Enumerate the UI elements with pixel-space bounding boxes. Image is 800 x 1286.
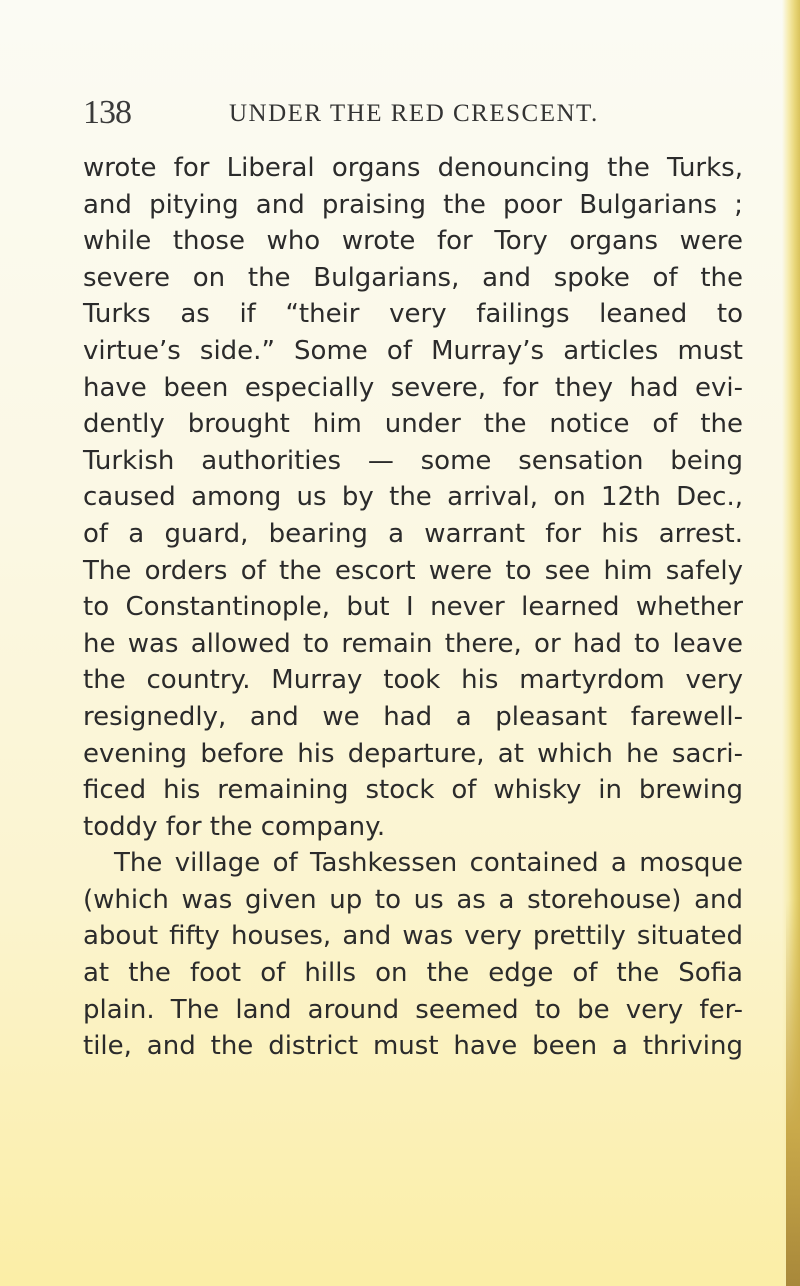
text-line: The village of Tashkessen contained a mosque: [114, 848, 743, 879]
text-line: have been especially severe, for they had evi-: [83, 372, 743, 403]
text-line: dently brought him under the notice of the: [83, 409, 743, 440]
text-line: evening before his departure, at which he sacri-: [83, 738, 743, 769]
text-line: (which was given up to us as a storehouse) and: [83, 884, 743, 915]
text-line: while those who wrote for Tory organs were: [83, 226, 743, 257]
text-line: and pitying and praising the poor Bulgarians ;: [83, 189, 743, 220]
text-line: at the foot of hills on the edge of the Sofia: [83, 958, 743, 989]
text-line: toddy for the company.: [83, 811, 386, 842]
text-line: severe on the Bulgarians, and spoke of the: [83, 262, 743, 293]
text-line: virtue’s side.” Some of Murray’s articles must: [83, 335, 743, 366]
text-line: Turks as if “their very failings leaned to: [83, 299, 743, 330]
text-line: the country. Murray took his martyrdom very: [83, 665, 743, 696]
text-line: ficed his remaining stock of whisky in brewing: [83, 775, 743, 806]
text-line: tile, and the district must have been a thriving: [83, 1031, 743, 1062]
text-line: The orders of the escort were to see him safely: [83, 555, 743, 586]
text-line: about fifty houses, and was very prettily situated: [83, 921, 743, 952]
text-line: resignedly, and we had a pleasant farewell-: [83, 701, 743, 732]
text-line: Turkish authorities — some sensation being: [83, 445, 743, 476]
running-title: UNDER THE RED CRESCENT.: [229, 100, 599, 127]
text-line: to Constantinople, but I never learned whether: [83, 592, 743, 623]
text-line: wrote for Liberal organs denouncing the Turks,: [83, 153, 743, 183]
body-text: [83, 150, 743, 1065]
text-line: plain. The land around seemed to be very fer-: [83, 994, 743, 1025]
text-line: caused among us by the arrival, on 12th Dec.,: [83, 482, 743, 513]
page-number: 138: [83, 94, 131, 131]
page-edge-shadow: [786, 900, 800, 1286]
text-line: of a guard, bearing a warrant for his arrest.: [83, 518, 743, 549]
text-line: he was allowed to remain there, or had to leave: [83, 628, 743, 659]
running-head: [83, 94, 763, 134]
